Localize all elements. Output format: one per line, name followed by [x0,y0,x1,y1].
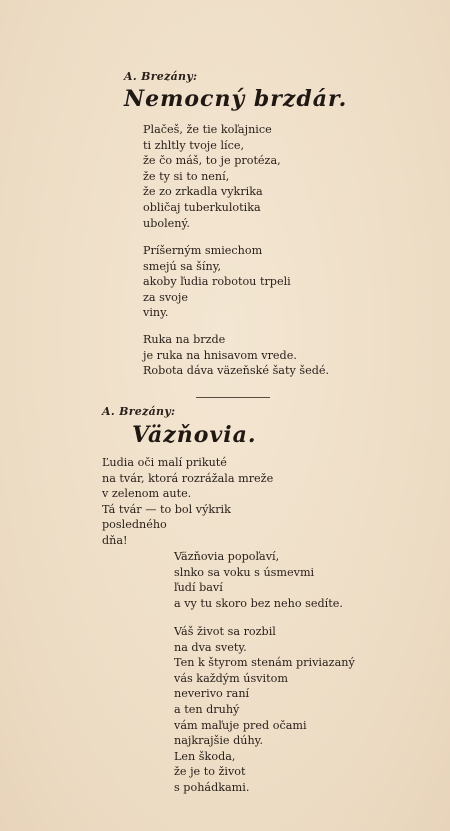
poem-line: posledného [102,518,167,532]
poem-line: Robota dáva väzeňské šaty šedé. [143,364,330,378]
poem2-stanza-indented-2 [174,624,355,796]
poem-line: že zo zrkadla vykrika [143,185,263,199]
poem-line: Váš život sa rozbil [174,625,276,638]
poem-line: najkrajšie dúhy. [174,734,264,748]
poem-line: neverivo raní [174,687,250,701]
poem-line: je ruka na hnisavom vrede. [143,348,297,362]
poem-line: dňa! [102,533,128,547]
poem-line: Príšerným smiechom [143,244,263,257]
poem-line: za svoje [143,290,189,304]
poem-line: akoby ľudia robotou trpeli [143,275,291,289]
poem1-stanza-2 [143,243,291,321]
poem2-stanza-left [102,455,273,549]
poem2-stanza-indented-1 [174,549,343,611]
poem2-title: Väzňovia. [132,422,257,448]
poem-line: Ruka na brzde [143,333,226,346]
poem-line: že ty si to není, [143,169,230,183]
poem-line: smejú sa šíny, [143,259,222,273]
poem-line: ľudí baví [174,581,223,595]
poem1-author: A. Brezány: [124,70,198,83]
poem-line: na tvár, ktorá rozrážala mreže [102,471,274,485]
poem1-title: Nemocný brzdár. [124,86,348,112]
poem-line: viny. [143,306,169,320]
poem-line: v zelenom aute. [102,487,192,501]
poem-line: a vy tu skoro bez neho sedíte. [174,596,343,610]
section-divider [196,397,270,398]
poem-line: Väzňovia popoľaví, [174,550,280,563]
poem-line: ubolený. [143,216,190,230]
poem-line: že čo máš, to je protéza, [143,154,281,168]
poem-line: a ten druhý [174,702,240,716]
poem-line: obličaj tuberkulotika [143,200,261,214]
poem-line: Len škoda, [174,749,236,763]
poem2-author: A. Brezány: [102,405,176,418]
poem-line: slnko sa voku s úsmevmi [174,565,315,579]
poem-line: Ten k štyrom stenám priviazaný [174,656,355,670]
poem-line: Plačeš, že tie koľajnice [143,123,272,136]
poem-line: vám maľuje pred očami [174,718,307,732]
poem-line: Tá tvár — to bol výkrik [102,502,231,516]
poem1-stanza-1 [143,122,281,231]
poem-line: Ľudia oči malí prikuté [102,456,227,469]
poem1-stanza-3 [143,332,329,379]
poem-line: ti zhltly tvoje líce, [143,138,245,152]
poem-line: s pohádkami. [174,780,250,794]
poem-line: že je to život [174,765,246,779]
poem-line: vás každým úsvitom [174,671,288,685]
poem-line: na dva svety. [174,640,247,654]
